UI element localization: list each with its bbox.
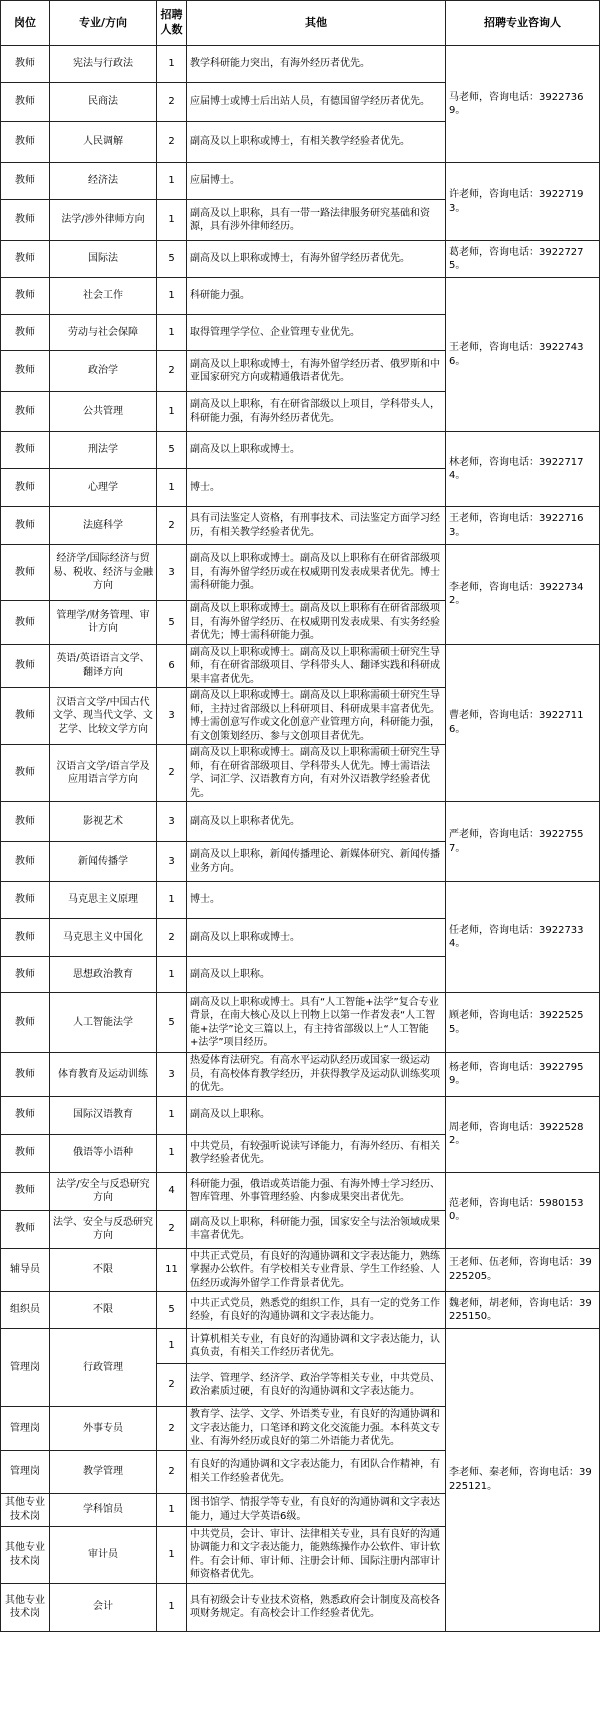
post-cell: 其他专业技术岗 bbox=[1, 1526, 50, 1583]
count-cell: 2 bbox=[157, 1364, 187, 1407]
requirements-cell: 热爱体育法研究。有高水平运动队经历或国家一级运动员，有高校体育教学经历，并获得教学及运动队训练奖项的优先。 bbox=[187, 1053, 446, 1097]
table-row bbox=[1, 1248, 600, 1292]
major-cell: 行政管理 bbox=[50, 1329, 157, 1407]
requirements-cell: 副高及以上职称或博士，有海外留学经历者优先。 bbox=[187, 241, 446, 278]
count-cell: 2 bbox=[157, 507, 187, 545]
post-cell: 教师 bbox=[1, 601, 50, 645]
requirements-cell: 博士。 bbox=[187, 469, 446, 507]
contact-cell: 马老师，咨询电话：39227369。 bbox=[446, 46, 600, 163]
post-cell: 教师 bbox=[1, 688, 50, 745]
requirements-cell: 副高及以上职称或博士。副高及以上职称有在研省部级项目，有海外留学经历或在权威期刊发表成果者优先。博士需科研能力强。 bbox=[187, 545, 446, 601]
count-cell: 1 bbox=[157, 1329, 187, 1364]
header-post: 岗位 bbox=[1, 1, 50, 46]
post-cell: 教师 bbox=[1, 351, 50, 392]
requirements-cell: 计算机相关专业，有良好的沟通协调和文字表达能力，认真负责，有相关工作经历者优先。 bbox=[187, 1329, 446, 1364]
count-cell: 5 bbox=[157, 1292, 187, 1329]
post-cell: 教师 bbox=[1, 507, 50, 545]
contact-cell: 曹老师，咨询电话：39227116。 bbox=[446, 644, 600, 802]
count-cell: 2 bbox=[157, 122, 187, 163]
post-cell: 组织员 bbox=[1, 1292, 50, 1329]
post-cell: 教师 bbox=[1, 241, 50, 278]
table-row bbox=[1, 507, 600, 545]
post-cell: 教师 bbox=[1, 802, 50, 842]
contact-cell: 杨老师，咨询电话：39227959。 bbox=[446, 1053, 600, 1097]
requirements-cell: 图书馆学、情报学等专业，有良好的沟通协调和文字表达能力，通过大学英语6级。 bbox=[187, 1493, 446, 1526]
requirements-cell: 副高及以上职称或博士。副高及以上职称需硕士研究生导师，主持过省部级以上科研项目、科研成果丰富者优先。博士需创意写作或文化创意产业管理方向，科研能力强，有文创策划经历、参与文创项目者优先。 bbox=[187, 688, 446, 745]
count-cell: 3 bbox=[157, 1053, 187, 1097]
requirements-cell: 副高及以上职称。 bbox=[187, 1096, 446, 1134]
major-cell: 劳动与社会保障 bbox=[50, 315, 157, 351]
major-cell: 经济学/国际经济与贸易、税收、经济与金融方向 bbox=[50, 545, 157, 601]
count-cell: 1 bbox=[157, 278, 187, 315]
requirements-cell: 副高及以上职称或博士。 bbox=[187, 432, 446, 469]
requirements-cell: 应届博士或博士后出站人员，有德国留学经历者优先。 bbox=[187, 83, 446, 122]
post-cell: 其他专业技术岗 bbox=[1, 1583, 50, 1631]
count-cell: 1 bbox=[157, 1493, 187, 1526]
count-cell: 2 bbox=[157, 745, 187, 802]
major-cell: 宪法与行政法 bbox=[50, 46, 157, 83]
count-cell: 1 bbox=[157, 469, 187, 507]
requirements-cell: 科研能力强。 bbox=[187, 278, 446, 315]
requirements-cell: 有良好的沟通协调和文字表达能力，有团队合作精神，有相关工作经验者优先。 bbox=[187, 1450, 446, 1493]
post-cell: 教师 bbox=[1, 957, 50, 993]
major-cell: 心理学 bbox=[50, 469, 157, 507]
requirements-cell: 副高及以上职称或博士，有海外留学经历者、俄罗斯和中亚国家研究方向或精通俄语者优先。 bbox=[187, 351, 446, 392]
post-cell: 教师 bbox=[1, 46, 50, 83]
table-row bbox=[1, 1292, 600, 1329]
post-cell: 教师 bbox=[1, 163, 50, 200]
contact-cell: 葛老师，咨询电话：39227275。 bbox=[446, 241, 600, 278]
header-contact: 招聘专业咨询人 bbox=[446, 1, 600, 46]
count-cell: 6 bbox=[157, 644, 187, 688]
count-cell: 2 bbox=[157, 1450, 187, 1493]
requirements-cell: 副高及以上职称，有在研省部级以上项目，学科带头人，科研能力强，有海外经历者优先。 bbox=[187, 392, 446, 432]
post-cell: 管理岗 bbox=[1, 1329, 50, 1407]
contact-cell: 王老师、伍老师，咨询电话：39225205。 bbox=[446, 1248, 600, 1292]
post-cell: 教师 bbox=[1, 644, 50, 688]
count-cell: 3 bbox=[157, 545, 187, 601]
major-cell: 不限 bbox=[50, 1248, 157, 1292]
contact-cell: 林老师，咨询电话：39227174。 bbox=[446, 432, 600, 507]
major-cell: 不限 bbox=[50, 1292, 157, 1329]
requirements-cell: 中共党员，会计、审计、法律相关专业，具有良好的沟通协调能力和文字表达能力，能熟练操作办公软件、审计软件。有会计师、审计师、注册会计师、国际注册内部审计师资格者优先。 bbox=[187, 1526, 446, 1583]
contact-cell: 范老师，咨询电话：59801530。 bbox=[446, 1172, 600, 1248]
major-cell: 会计 bbox=[50, 1583, 157, 1631]
table-row bbox=[1, 46, 600, 83]
major-cell: 影视艺术 bbox=[50, 802, 157, 842]
count-cell: 11 bbox=[157, 1248, 187, 1292]
requirements-cell: 副高及以上职称或博士，有相关教学经验者优先。 bbox=[187, 122, 446, 163]
post-cell: 教师 bbox=[1, 83, 50, 122]
contact-cell: 李老师、秦老师，咨询电话：39225121。 bbox=[446, 1329, 600, 1632]
contact-cell: 王老师，咨询电话：39227436。 bbox=[446, 278, 600, 432]
requirements-cell: 副高及以上职称或博士。 bbox=[187, 919, 446, 957]
major-cell: 经济法 bbox=[50, 163, 157, 200]
major-cell: 俄语等小语种 bbox=[50, 1134, 157, 1172]
count-cell: 5 bbox=[157, 241, 187, 278]
count-cell: 2 bbox=[157, 83, 187, 122]
major-cell: 法庭科学 bbox=[50, 507, 157, 545]
post-cell: 教师 bbox=[1, 745, 50, 802]
major-cell: 汉语言文学/语言学及应用语言学方向 bbox=[50, 745, 157, 802]
post-cell: 教师 bbox=[1, 1134, 50, 1172]
requirements-cell: 教学科研能力突出，有海外经历者优先。 bbox=[187, 46, 446, 83]
contact-cell: 王老师，咨询电话：39227163。 bbox=[446, 507, 600, 545]
major-cell: 管理学/财务管理、审计方向 bbox=[50, 601, 157, 645]
count-cell: 1 bbox=[157, 200, 187, 241]
requirements-cell: 博士。 bbox=[187, 882, 446, 919]
major-cell: 国际法 bbox=[50, 241, 157, 278]
count-cell: 3 bbox=[157, 802, 187, 842]
count-cell: 1 bbox=[157, 1583, 187, 1631]
major-cell: 学科馆员 bbox=[50, 1493, 157, 1526]
count-cell: 3 bbox=[157, 688, 187, 745]
major-cell: 马克思主义中国化 bbox=[50, 919, 157, 957]
count-cell: 1 bbox=[157, 957, 187, 993]
major-cell: 民商法 bbox=[50, 83, 157, 122]
table-row bbox=[1, 545, 600, 601]
contact-cell: 许老师，咨询电话：39227193。 bbox=[446, 163, 600, 241]
table-row bbox=[1, 1329, 600, 1364]
count-cell: 2 bbox=[157, 1210, 187, 1248]
count-cell: 5 bbox=[157, 993, 187, 1053]
post-cell: 其他专业技术岗 bbox=[1, 1493, 50, 1526]
requirements-cell: 副高及以上职称，具有一带一路法律服务研究基础和资源，具有涉外律师经历。 bbox=[187, 200, 446, 241]
requirements-cell: 副高及以上职称者优先。 bbox=[187, 802, 446, 842]
major-cell: 刑法学 bbox=[50, 432, 157, 469]
count-cell: 3 bbox=[157, 842, 187, 882]
major-cell: 教学管理 bbox=[50, 1450, 157, 1493]
count-cell: 1 bbox=[157, 46, 187, 83]
major-cell: 思想政治教育 bbox=[50, 957, 157, 993]
table-row bbox=[1, 993, 600, 1053]
major-cell: 新闻传播学 bbox=[50, 842, 157, 882]
contact-cell: 顾老师，咨询电话：39225255。 bbox=[446, 993, 600, 1053]
post-cell: 教师 bbox=[1, 315, 50, 351]
requirements-cell: 取得管理学学位、企业管理专业优先。 bbox=[187, 315, 446, 351]
contact-cell: 严老师，咨询电话：39227557。 bbox=[446, 802, 600, 882]
count-cell: 2 bbox=[157, 1407, 187, 1451]
table-row bbox=[1, 163, 600, 200]
major-cell: 体育教育及运动训练 bbox=[50, 1053, 157, 1097]
contact-cell: 李老师，咨询电话：39227342。 bbox=[446, 545, 600, 645]
major-cell: 法学、安全与反恐研究方向 bbox=[50, 1210, 157, 1248]
count-cell: 2 bbox=[157, 919, 187, 957]
requirements-cell: 中共党员，有较强听说读写译能力，有海外经历、有相关教学经验者优先。 bbox=[187, 1134, 446, 1172]
post-cell: 教师 bbox=[1, 278, 50, 315]
requirements-cell: 中共正式党员，熟悉党的组织工作，具有一定的党务工作经验，有良好的沟通协调和文字表达能力。 bbox=[187, 1292, 446, 1329]
contact-cell: 周老师，咨询电话：39225282。 bbox=[446, 1096, 600, 1172]
major-cell: 英语/英语语言文学、翻译方向 bbox=[50, 644, 157, 688]
requirements-cell: 具有司法鉴定人资格，有刑事技术、司法鉴定方面学习经历，有相关教学经验者优先。 bbox=[187, 507, 446, 545]
requirements-cell: 副高及以上职称。 bbox=[187, 957, 446, 993]
major-cell: 公共管理 bbox=[50, 392, 157, 432]
post-cell: 辅导员 bbox=[1, 1248, 50, 1292]
table-row bbox=[1, 1053, 600, 1097]
count-cell: 1 bbox=[157, 392, 187, 432]
post-cell: 教师 bbox=[1, 200, 50, 241]
post-cell: 管理岗 bbox=[1, 1407, 50, 1451]
major-cell: 审计员 bbox=[50, 1526, 157, 1583]
table-header-row bbox=[1, 1, 600, 46]
post-cell: 管理岗 bbox=[1, 1450, 50, 1493]
count-cell: 1 bbox=[157, 1096, 187, 1134]
requirements-cell: 副高及以上职称或博士。副高及以上职称需硕士研究生导师，有在研省部级项目、学科带头人优先。博士需语法学、词汇学、汉语教育方向，有对外汉语教学经验者优先。 bbox=[187, 745, 446, 802]
major-cell: 人工智能法学 bbox=[50, 993, 157, 1053]
count-cell: 4 bbox=[157, 1172, 187, 1210]
count-cell: 1 bbox=[157, 163, 187, 200]
post-cell: 教师 bbox=[1, 469, 50, 507]
count-cell: 5 bbox=[157, 601, 187, 645]
post-cell: 教师 bbox=[1, 882, 50, 919]
post-cell: 教师 bbox=[1, 1053, 50, 1097]
header-other: 其他 bbox=[187, 1, 446, 46]
major-cell: 马克思主义原理 bbox=[50, 882, 157, 919]
major-cell: 社会工作 bbox=[50, 278, 157, 315]
major-cell: 法学/涉外律师方向 bbox=[50, 200, 157, 241]
post-cell: 教师 bbox=[1, 122, 50, 163]
major-cell: 国际汉语教育 bbox=[50, 1096, 157, 1134]
table-row bbox=[1, 432, 600, 469]
contact-cell: 魏老师，胡老师，咨询电话：39225150。 bbox=[446, 1292, 600, 1329]
post-cell: 教师 bbox=[1, 919, 50, 957]
header-major: 专业/方向 bbox=[50, 1, 157, 46]
requirements-cell: 副高及以上职称或博士。副高及以上职称需硕士研究生导师，有在研省部级项目、学科带头人、翻译实践和科研成果丰富者优先。 bbox=[187, 644, 446, 688]
count-cell: 1 bbox=[157, 1134, 187, 1172]
major-cell: 政治学 bbox=[50, 351, 157, 392]
count-cell: 1 bbox=[157, 882, 187, 919]
table-row bbox=[1, 241, 600, 278]
post-cell: 教师 bbox=[1, 1096, 50, 1134]
requirements-cell: 科研能力强，俄语或英语能力强、有海外博士学习经历、智库管理、外事管理经验、内参成果突出者优先。 bbox=[187, 1172, 446, 1210]
table-row bbox=[1, 1172, 600, 1210]
requirements-cell: 副高及以上职称，科研能力强，国家安全与法治领域成果丰富者优先。 bbox=[187, 1210, 446, 1248]
table-row bbox=[1, 1096, 600, 1134]
requirements-cell: 中共正式党员，有良好的沟通协调和文字表达能力，熟练掌握办公软件。有学校相关专业背景、学生工作经验、人伍经历或海外留学工作背景者优先。 bbox=[187, 1248, 446, 1292]
count-cell: 2 bbox=[157, 351, 187, 392]
requirements-cell: 副高及以上职称或博士。具有“人工智能+法学”复合专业背景，在南大核心及以上刊物上以第一作者发表“人工智能+法学”论文三篇以上，有主持省部级以上“人工智能+法学”项目经历。 bbox=[187, 993, 446, 1053]
count-cell: 5 bbox=[157, 432, 187, 469]
table-row bbox=[1, 882, 600, 919]
requirements-cell: 教育学、法学、文学、外语类专业，有良好的沟通协调和文字表达能力，口笔译和跨文化交流能力强。本科英文专业、有海外经历或良好的第二外语能力者优先。 bbox=[187, 1407, 446, 1451]
requirements-cell: 副高及以上职称或博士。副高及以上职称有在研省部级项目，有海外留学经历、在权威期刊发表成果、有实务经验者优先；博士需科研能力强。 bbox=[187, 601, 446, 645]
requirements-cell: 法学、管理学、经济学、政治学等相关专业，中共党员、政治素质过硬，有良好的沟通协调和文字表达能力。 bbox=[187, 1364, 446, 1407]
table-row bbox=[1, 644, 600, 688]
post-cell: 教师 bbox=[1, 432, 50, 469]
post-cell: 教师 bbox=[1, 392, 50, 432]
major-cell: 法学/安全与反恐研究方向 bbox=[50, 1172, 157, 1210]
requirements-cell: 具有初级会计专业技术资格，熟悉政府会计制度及高校各项财务规定。有高校会计工作经验者优先。 bbox=[187, 1583, 446, 1631]
table-row bbox=[1, 278, 600, 315]
table-row bbox=[1, 802, 600, 842]
post-cell: 教师 bbox=[1, 993, 50, 1053]
count-cell: 1 bbox=[157, 1526, 187, 1583]
major-cell: 外事专员 bbox=[50, 1407, 157, 1451]
post-cell: 教师 bbox=[1, 545, 50, 601]
post-cell: 教师 bbox=[1, 1210, 50, 1248]
post-cell: 教师 bbox=[1, 842, 50, 882]
major-cell: 人民调解 bbox=[50, 122, 157, 163]
header-count: 招聘人数 bbox=[157, 1, 187, 46]
contact-cell: 任老师，咨询电话：39227334。 bbox=[446, 882, 600, 993]
post-cell: 教师 bbox=[1, 1172, 50, 1210]
count-cell: 1 bbox=[157, 315, 187, 351]
requirements-cell: 应届博士。 bbox=[187, 163, 446, 200]
major-cell: 汉语言文学/中国古代文学、现当代文学、文艺学、比较文学方向 bbox=[50, 688, 157, 745]
requirements-cell: 副高及以上职称，新闻传播理论、新媒体研究、新闻传播业务方向。 bbox=[187, 842, 446, 882]
